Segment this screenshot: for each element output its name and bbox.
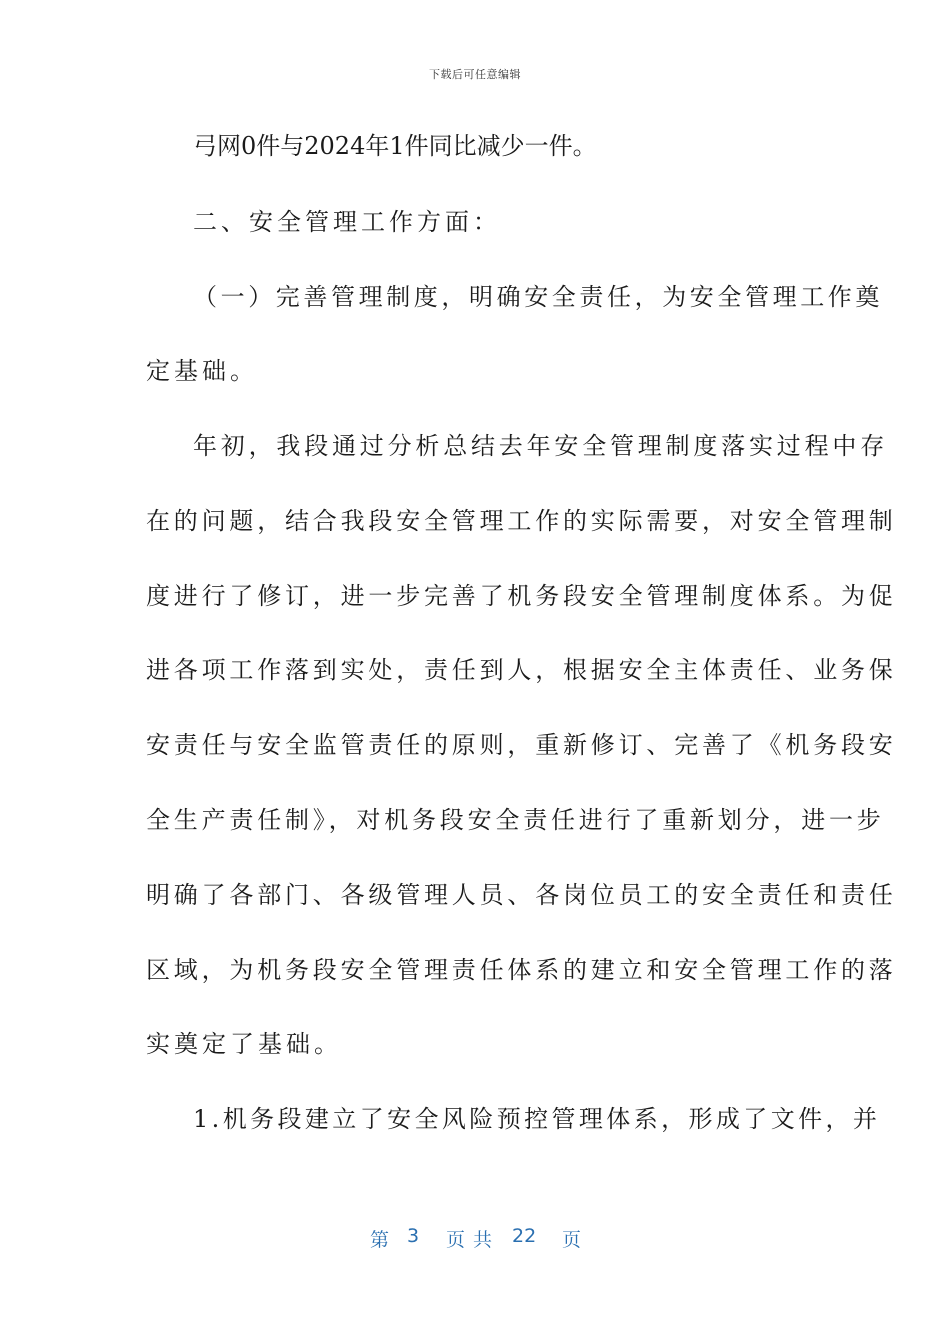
line-text: 全生产责任制》，对机务段安全责任进行了重新划分，进一步 — [146, 806, 885, 834]
line-text: 进各项工作落到实处，责任到人，根据安全主体责任、业务保 — [146, 656, 897, 684]
line-text: 区域，为机务段安全管理责任体系的建立和安全管理工作的落 — [146, 956, 897, 984]
page-label-prefix: 第 — [370, 1229, 390, 1251]
line-text: 定基础。 — [146, 357, 258, 385]
line-text: 1.机务段建立了安全风险预控管理体系，形成了文件，并 — [193, 1105, 881, 1133]
page-total: 22 — [512, 1225, 537, 1247]
line-text: 在的问题，结合我段安全管理工作的实际需要，对安全管理制 — [146, 507, 897, 535]
line-text: 二、安全管理工作方面： — [193, 208, 501, 236]
header-note: 下载后可任意编辑 — [429, 68, 521, 81]
page-label-mid: 页共 — [446, 1229, 501, 1251]
line-text: 年初，我段通过分析总结去年安全管理制度落实过程中存 — [193, 432, 888, 460]
line-text: 度进行了修订，进一步完善了机务段安全管理制度体系。为促 — [146, 582, 897, 610]
line-text: （一）完善管理制度，明确安全责任，为安全管理工作奠 — [193, 283, 883, 311]
page-label-suffix: 页 — [562, 1229, 582, 1251]
line-text: 明确了各部门、各级管理人员、各岗位员工的安全责任和责任 — [146, 881, 897, 909]
line-text: 安责任与安全监管责任的原则，重新修订、完善了《机务段安 — [146, 731, 897, 759]
line-text: 弓网0件与2024年1件同比减少一件。 — [193, 132, 597, 160]
page-footer — [0, 1225, 950, 1255]
page-number: 3 — [407, 1225, 420, 1247]
line-text: 实奠定了基础。 — [146, 1030, 342, 1058]
